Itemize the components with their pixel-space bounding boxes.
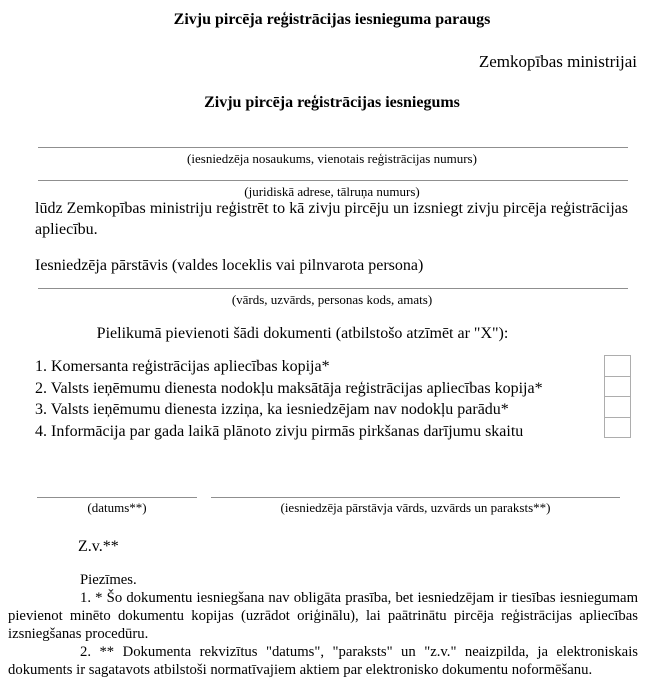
- addressee: Zemkopības ministrijai: [478, 52, 637, 71]
- attachment-checkbox-column: [604, 355, 631, 438]
- attachment-checkbox-3[interactable]: [604, 396, 631, 418]
- signature-caption: (iesniedzēja pārstāvja vārds, uzvārds un paraksts**): [280, 500, 551, 515]
- attachment-item-4: 4. Informācija par gada laikā plānoto zivju pirmās pirkšanas darījumu skaitu: [35, 422, 524, 440]
- applicant-name-caption: (iesniedzēja nosaukums, vienotais reģistrācijas numurs): [187, 151, 477, 166]
- representative-name-caption: (vārds, uzvārds, personas kods, amats): [231, 292, 433, 307]
- representative-name-field-line[interactable]: [38, 288, 628, 289]
- attachment-checkbox-2[interactable]: [604, 376, 631, 398]
- note-1: 1. * Šo dokumentu iesniegšana nav obligāta prasība, bet iesniedzējam ir tiesības iesniegumam pievienot minēto dokumentu kopijas (uzrādot oriģinālu), lai paātrinātu pircēja reģistrācijas apliecības izsniegšanas procedūru.: [8, 590, 638, 642]
- seal-label: Z.v.**: [78, 538, 119, 555]
- date-field-line[interactable]: [37, 497, 197, 498]
- applicant-name-field-line[interactable]: [38, 147, 628, 148]
- legal-address-caption: (juridiskā adrese, tālruņa numurs): [244, 184, 420, 199]
- notes-heading: Piezīmes.: [80, 572, 137, 588]
- attachment-item-2: 2. Valsts ieņēmumu dienesta nodokļu maksātāja reģistrācijas apliecības kopija*: [35, 379, 543, 397]
- date-caption: (datums**): [87, 500, 147, 515]
- sample-title: Zivju pircēja reģistrācijas iesnieguma paraugs: [173, 11, 491, 28]
- attachment-item-1: 1. Komersanta reģistrācijas apliecības kopija*: [35, 358, 330, 375]
- attachment-checkbox-4[interactable]: [604, 417, 631, 439]
- signature-field-line[interactable]: [211, 497, 620, 498]
- representative-label: Iesniedzēja pārstāvis (valdes loceklis vai pilnvarota persona): [35, 257, 424, 274]
- attachments-list: [35, 356, 543, 442]
- document-title: Zivju pircēja reģistrācijas iesniegums: [204, 94, 460, 111]
- notes-section: [8, 571, 638, 679]
- note-2: 2. ** Dokumenta rekvizītus "datums", "paraksts" un "z.v." neaizpilda, ja elektroniskais dokuments ir sagatavots atbilstoši normatīvajiem aktiem par elektronisko dokumentu noformēšanu.: [8, 644, 638, 678]
- request-paragraph: lūdz Zemkopības ministriju reģistrēt to kā zivju pircēju un izsniegt zivju pircēja reģistrācijas apliecību.: [35, 200, 628, 238]
- attachments-heading: Pielikumā pievienoti šādi dokumenti (atbilstošo atzīmēt ar "X"):: [96, 325, 509, 342]
- legal-address-field-line[interactable]: [38, 180, 628, 181]
- attachment-checkbox-1[interactable]: [604, 355, 631, 377]
- attachment-item-3: 3. Valsts ieņēmumu dienesta izziņa, ka iesniedzējam nav nodokļu parādu*: [35, 401, 509, 418]
